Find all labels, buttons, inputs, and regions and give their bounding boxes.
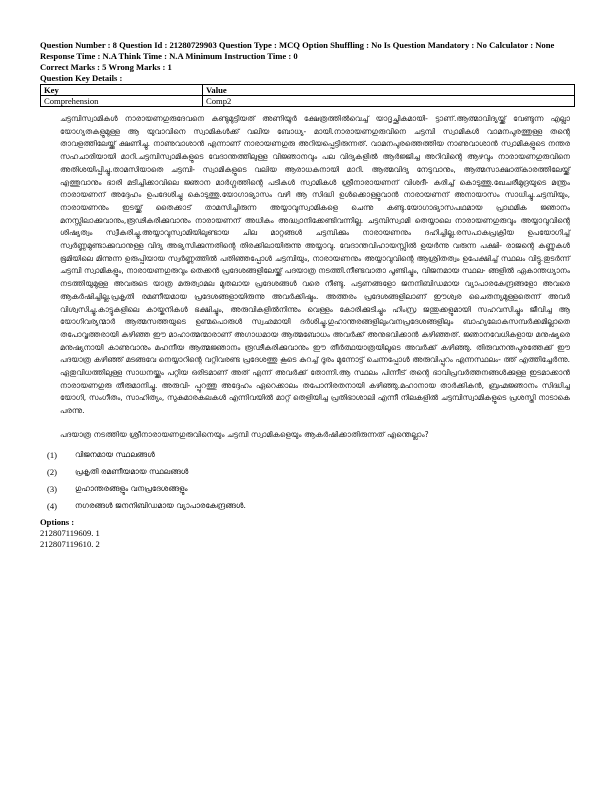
table-row: [41, 96, 575, 107]
question-page: [40, 40, 575, 550]
option-id-2: 212807119610. 2: [40, 538, 100, 549]
response-time-line: Response Time : N.A Think Time : N.A Minimum Instruction Time : 0: [40, 51, 298, 61]
option-number: (2): [47, 467, 57, 478]
value-column-header: Value: [203, 85, 575, 96]
option-item[interactable]: [47, 447, 575, 464]
marks-line: Correct Marks : 5 Wrong Marks : 1: [40, 62, 172, 72]
key-cell: Comprehension: [41, 96, 203, 107]
options-label: Options :: [40, 516, 75, 527]
answer-options: [47, 447, 575, 515]
option-item[interactable]: [47, 481, 575, 498]
option-number: (3): [47, 484, 57, 495]
option-text: വിജനമായ സ്ഥലങ്ങൾ: [75, 450, 155, 460]
key-details-table: [40, 84, 575, 107]
option-item[interactable]: [47, 498, 575, 515]
question-text: പദയാത്ര നടത്തിയ ശ്രീനാരായണഗുരുവിനെയും ചട്ടമ്പി സ്വാമികളെയും ആകർഷിക്കാതിരുന്നത് എന്തെല്ലാം?: [60, 429, 429, 439]
option-item[interactable]: [47, 464, 575, 481]
option-number: (1): [47, 450, 57, 461]
question-meta-line: Question Number : 8 Question Id : 21280729903 Question Type : MCQ Option Shuffling : No Is Question Mandatory : No Calculator : None: [40, 40, 555, 50]
comprehension-passage: ചട്ടമ്പിസ്വാമികൾ നാരായണഗുരുദേവനെ കണ്ടുമുട്ടിയത് അണിയൂർ ക്ഷേത്രത്തിൽവെച്ച് യാദൃച്ഛികമായി- ട്ടാണ്.ആത്മാവിദ്യയ്ക്ക് വേണ്ടുന്ന എല്ലാ യോഗ്യതകളുമുള്ള ആ യുവാവിനെ സ്വാമികൾക്ക് വലിയ ബോധ്യ- മായി.നാരായണഗുരുവിനെ ചട്ടമ്പി സ്വാമികൾ വാമനപുരത്തുള്ള തന്റെ താവളത്തിലേയ്ക്ക് ക്ഷണിച്ചു. നാണുവാശാൻ എന്നാണ് നാരായണഗുരു അറിയപ്പെട്ടിരുന്നത്. വാമനപുരത്തെത്തിയ നാണുവാശാൻ സ്വാമികളുടെ നന്തര സഹചാരിയായി മാറി.ചട്ടമ്പിസ്വാമികളുടെ വേദാന്തത്തിലുള്ള വിജ്ഞാനവും പല വിദ്യകളിൽ ആർജ്ജിച്ച അറിവിന്റെ ആഴവും നാരായണഗുരുവിനെ അതിശയിപ്പിച്ചു.താമസിയാതെ ചട്ടമ്പി- സ്വാമികളുടെ വലിയ ആരാധകനായി മാറി. ആത്മവിദ്യ നേടുവാനും, ആത്മസാക്ഷാത്കാരത്തിലേയ്ക്ക് എത്തുവാനും ഭാരി മടിച്ചിക്കാവിലെ ജ്ഞാന മാർഗ്ഗത്തിന്റെ പടികൾ സ്വാമികൾ ശ്രീനാരായണന് വിശദീ- കരിച്ച് കൊടുത്തു.ഖേചരീമുദ്രയുടെ മന്ത്രം നാരായണന് അദ്ദേഹം ഉപദേശിച്ചു കൊടുത്തു.യോഗാഭ്യാസം വഴി ആ സിദ്ധി ഉൾക്കൊള്ളുവാൻ നാരായണന് അനായാസം സാധിച്ചു.ചട്ടമ്പിയും, നാരായണനും ഇടയ്ക്ക് തൈക്കാട് താമസിച്ചിരുന്ന അയ്യാവുസ്വാമികളെ ചെന്നു കണ്ടു.യോഗാഭ്യാസപഥമായ പ്രാഥമിക ജ്ഞാനം മനസ്സിലാക്കുവാനും,രൂഢികരിക്കുവാനും നാരായണന് അധികം അദ്ധ്വാനിക്കേണ്ടിവന്നില്ല. ചട്ടമ്പിസ്വാമി തെയ്യാലെ നാരായണഗുരുവും അയ്യാവുവിന്റെ ശിഷ്യത്വം സ്വീകരിച്ചു.അയ്യാവുസ്വാമിയിലുണ്ടായ ചില മാറ്റങ്ങൾ ചട്ടമ്പിക്കും നാരായണനും ദഹിച്ചില്ല.രസപാകപ്രക്രിയ ഉപയോഗിച്ച് സ്വർണ്ണമുണ്ടാക്കുവാനുള്ള വിദ്യ അഭ്യസിക്കുന്നതിന്റെ തിരക്കിലായിരുന്നു അയ്യാവു. വേദാന്തവിഹായസ്സിൽ ഉയർന്നു വരുന്ന പക്ഷി- രാജന്റെ കണ്ണുകൾ ഭൂമിയിലെ മിന്നുന്ന ഉരുപ്പിയായ സ്വർണ്ണത്തിൽ പതിഞ്ഞപ്പോൾ ചട്ടമ്പിയും, നാരായണനും അയ്യാവുവിന്റെ ആശ്രിതത്വം ഉപേക്ഷിച്ച് സ്ഥലം വിട്ടു.തുടർന്ന് ചട്ടമ്പി സ്വാമികളും, നാരായണഗുരുവും തെക്കൻ പ്രദേശങ്ങളിലേയ്ക്ക് പദയാത്ര നടത്തി.നീണ്ടവാതാ പൂണ്ടിച്ചും, വിജനമായ സ്ഥല- ങ്ങളിൽ ഏകാന്തധ്യാനം നടത്തിയുമുള്ള അവരുടെ യാത്ര മരുത്വാമല മുതലായ പ്രദേശങ്ങൾ വരെ നീണ്ടു. പട്ടണങ്ങളോ ജനനിബിഡമായ വ്യാപാരകേന്ദ്രങ്ങളോ അവരെ ആകർഷിച്ചില്ല.പ്രകൃതി രമണീയമായ പ്രദേശങ്ങളായിരുന്നു അവർക്കിഷ്ടം. അത്തരം പ്രദേശങ്ങളിലാണ് ഈശ്വര ചൈതന്യമുള്ളതെന്ന് അവർ വിശ്വസിച്ചു.കാട്ടുകളിലെ കായ്കനികൾ ഭക്ഷിച്ചും, അരുവികളിൽനിന്നും വെള്ളം കോരിക്കുടിച്ചും ഹിംസ്ര ജന്തുക്കളുമായി സഹവസിച്ചും ജീവിച്ച ആ യോഗിവര്യന്മാർ ആത്മസത്തയുടെ ഉണ്മപൊരുൾ സ്വഛമായി ദർശിച്ചു.ഗുഹാന്തരങ്ങളിലുംവനപ്രദേശങ്ങളിലും ബാഹ്യലോകസമ്പർക്കമില്ലാതെ തപോവൃത്തരായി കഴിഞ്ഞ ഈ മാഹാത്മന്മാരാണ് അഗാധമായ ആത്മബോധം അവർക്ക് അനുഭവിക്കാൻ കഴിഞ്ഞത്. ജ്ഞാനവേധികളായ മനുഷ്യരെ മനുഷ്യനായി കാണുവാനും മഹനീയ ആത്മജ്ഞാനം രൂഢീകരിക്കുവാനും ഈ തീർത്ഥയാത്രയിലൂടെ അവർക്ക് കഴിഞ്ഞു. തിരുവനന്തപുരത്തേക്ക് ഈ പദയാത്ര കഴിഞ്ഞ് മടങ്ങവേ നെയ്യാറിന്റെ വറ്റിവരണ്ട പ്രദേശത്തു കൂടെ കുറച്ച് ദൂരം മുന്നോട്ട് ചെന്നപ്പോൾ അരുവിപ്പുറം എന്നസ്ഥലം- ത്ത് എത്തിച്ചേർന്നു. ഏതുവിധത്തിലുള്ള സാധനയ്ക്കും പറ്റിയ ഒരിടമാണ് അത് എന്ന് അവർക്ക് തോന്നി.ആ സ്ഥലം പിന്നീട് തന്റെ ഭാവിപ്രവർത്തനങ്ങൾക്കുള്ള ഇടമാക്കാൻ നാരായണഗുരു തീരുമാനിച്ചു. അരുവി- പ്പുറത്തു അദ്ദേഹം ഏറെക്കാലം തപോനിരതനായി കഴിഞ്ഞു.മഹാനായ താർക്കികൻ, ബ്രഹ്മജ്ഞാനം സിദ്ധിച്ച യോഗി, സംഗീതം, സാഹിത്യം, സുകുമാരകലകൾ എന്നിവയിൽ മാറ്റ് തെളിയിച്ച പ്രതിഭാശാലി എന്നീ നിലകളിൽ ചട്ടമ്പിസ്വാമികളുടെ പ്രശസ്തി നാടാകെ പരന്നു.: [60, 114, 570, 416]
value-cell: Comp2: [203, 96, 575, 107]
key-column-header: Key: [41, 85, 203, 96]
option-id-1: 212807119609. 1: [40, 527, 100, 538]
option-text: നഗരങ്ങൾ ജനനിബിഡമായ വ്യാപാരകേന്ദ്രങ്ങൾ.: [75, 501, 246, 511]
option-number: (4): [47, 501, 57, 512]
option-text: പ്രകൃതി രമണീയമായ സ്ഥലങ്ങൾ: [75, 467, 189, 477]
options-footer: [40, 517, 575, 550]
option-text: ഗുഹാന്തരങ്ങളും വനപ്രദേശങ്ങളും: [75, 484, 188, 494]
key-details-heading: Question Key Details :: [40, 73, 123, 83]
